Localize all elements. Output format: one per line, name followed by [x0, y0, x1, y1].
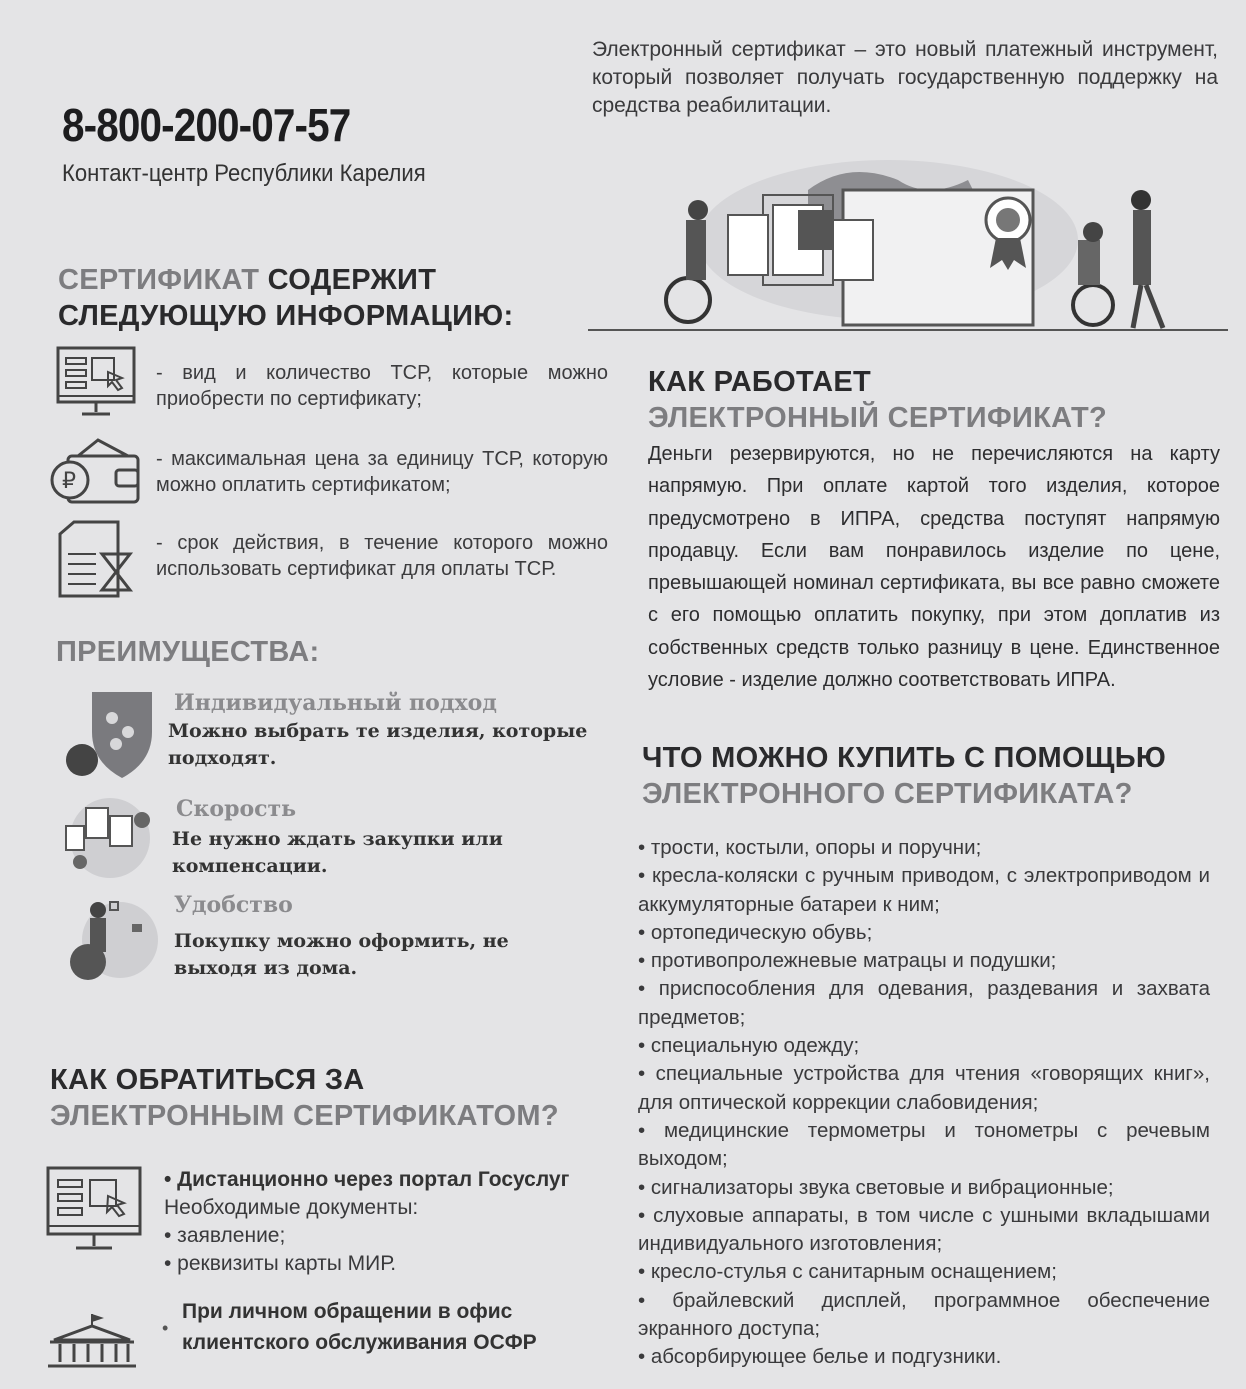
remote-application-block — [164, 1166, 584, 1278]
list-item: • кресла-коляски с ручным приводом, с электроприводом и аккумуляторные батареи к ним; — [638, 864, 1210, 916]
documents-label: Необходимые документы: — [164, 1196, 419, 1219]
certificate-word: СЕРТИФИКАТ — [58, 264, 260, 296]
list-item: • брайлевский дисплей, программное обеспечение экранного доступа; — [638, 1288, 1210, 1341]
list-item: • специальные устройства для чтения «говорящих книг», для оптической коррекции слабовидения; — [638, 1062, 1210, 1114]
what-to-buy-line1: ЧТО МОЖНО КУПИТЬ С ПОМОЩЬЮ — [642, 742, 1167, 774]
building-icon — [46, 1312, 138, 1370]
list-item: • кресло-стулья с санитарным оснащением; — [638, 1260, 1057, 1284]
list-item: • специальную одежду; — [638, 1034, 860, 1058]
list-item: • сигнализаторы звука световые и вибрационные; — [638, 1175, 1114, 1199]
document-hourglass-icon — [56, 520, 140, 600]
how-it-works-line2: ЭЛЕКТРОННЫЙ СЕРТИФИКАТ? — [648, 402, 1107, 434]
contact-center-label: Контакт-центр Республики Карелия — [62, 160, 426, 187]
advantage-2-text: Не нужно ждать закупки или компенсации. — [172, 828, 503, 877]
list-item: • приспособления для одевания, раздевания и захвата предметов; — [638, 977, 1210, 1029]
phone-number: 8-800-200-07-57 — [62, 99, 351, 151]
office-application-text: При личном обращении в офис клиентского обслуживания ОСФР — [182, 1300, 537, 1354]
advantages-heading: ПРЕИМУЩЕСТВА: — [56, 636, 320, 668]
how-it-works-text: Деньги резервируются, но не перечисляются на карту напрямую. При оплате картой того изделия, которое предусмотрено в ИПРА, средства поступят напрямую продавцу. Если вам понравилось изделие по цене, превышающей номинал сертификата, вы все равно сможете с его помощью оплатить покупку, при этом доплатив из собственных средств только разницу в цене. Единственное условие - изделие должно соответствовать ИПРА. — [648, 443, 1220, 692]
office-bullet: • — [162, 1318, 169, 1338]
shield-wheelchair-icon — [62, 688, 156, 780]
wallet-ruble-icon — [48, 436, 142, 508]
following-info-line: СЛЕДУЮЩУЮ ИНФОРМАЦИЮ: — [58, 300, 514, 332]
how-to-apply-line2: ЭЛЕКТРОННЫМ СЕРТИФИКАТОМ? — [50, 1100, 559, 1132]
list-item: • абсорбирующее белье и подгузники. — [638, 1345, 1002, 1369]
contains-word: СОДЕРЖИТ — [259, 264, 437, 296]
document-item-2: • реквизиты карты МИР. — [164, 1252, 397, 1275]
advantage-1-text: Можно выбрать те изделия, которые подходят. — [168, 720, 588, 769]
gosuslugi-computer-icon — [46, 1166, 144, 1256]
certificate-info-heading — [58, 262, 513, 334]
certificate-info-item-3: - срок действия, в течение которого можно использовать сертификат для оплаты ТСР. — [156, 532, 608, 580]
list-item: • трости, костыли, опоры и поручни; — [638, 836, 982, 859]
advantage-2-title: Скорость — [176, 796, 297, 822]
list-item: • медицинские термометры и тонометры с речевым выходом; — [638, 1118, 1210, 1171]
certificate-info-item-2: - максимальная цена за единицу ТСР, которую можно оплатить сертификатом; — [156, 448, 608, 496]
certificate-info-item-1: - вид и количество ТСР, которые можно приобрести по сертификату; — [156, 362, 608, 410]
advantage-1-title: Индивидуальный подход — [174, 690, 497, 716]
how-to-apply-heading — [50, 1062, 559, 1134]
svg-text:₽: ₽ — [62, 469, 76, 494]
document-item-1: • заявление; — [164, 1224, 286, 1247]
remote-application-title: • Дистанционно через портал Госуслуг — [164, 1168, 570, 1191]
hero-illustration — [588, 150, 1228, 340]
advantage-3-text: Покупку можно оформить, не выходя из дома. — [174, 930, 509, 979]
wheelchair-user-icon — [60, 894, 158, 984]
how-it-works-heading — [648, 364, 1107, 436]
list-item: • ортопедическую обувь; — [638, 920, 873, 944]
what-to-buy-heading — [642, 740, 1166, 812]
speed-documents-icon — [60, 796, 158, 882]
how-to-apply-line1: КАК ОБРАТИТЬСЯ ЗА — [50, 1064, 365, 1096]
computer-icon — [56, 346, 140, 420]
intro-paragraph: Электронный сертификат – это новый платежный инструмент, который позволяет получать государственную поддержку на средства реабилитации. — [592, 38, 1218, 117]
list-item: • слуховые аппараты, в том числе с ушными вкладышами индивидуального изготовления; — [638, 1203, 1210, 1256]
advantage-3-title: Удобство — [174, 892, 293, 918]
list-item: • противопролежневые матрацы и подушки; — [638, 949, 1057, 973]
what-to-buy-list — [638, 834, 1210, 1372]
what-to-buy-line2: ЭЛЕКТРОННОГО СЕРТИФИКАТА? — [642, 778, 1133, 810]
how-it-works-line1: КАК РАБОТАЕТ — [648, 366, 872, 398]
